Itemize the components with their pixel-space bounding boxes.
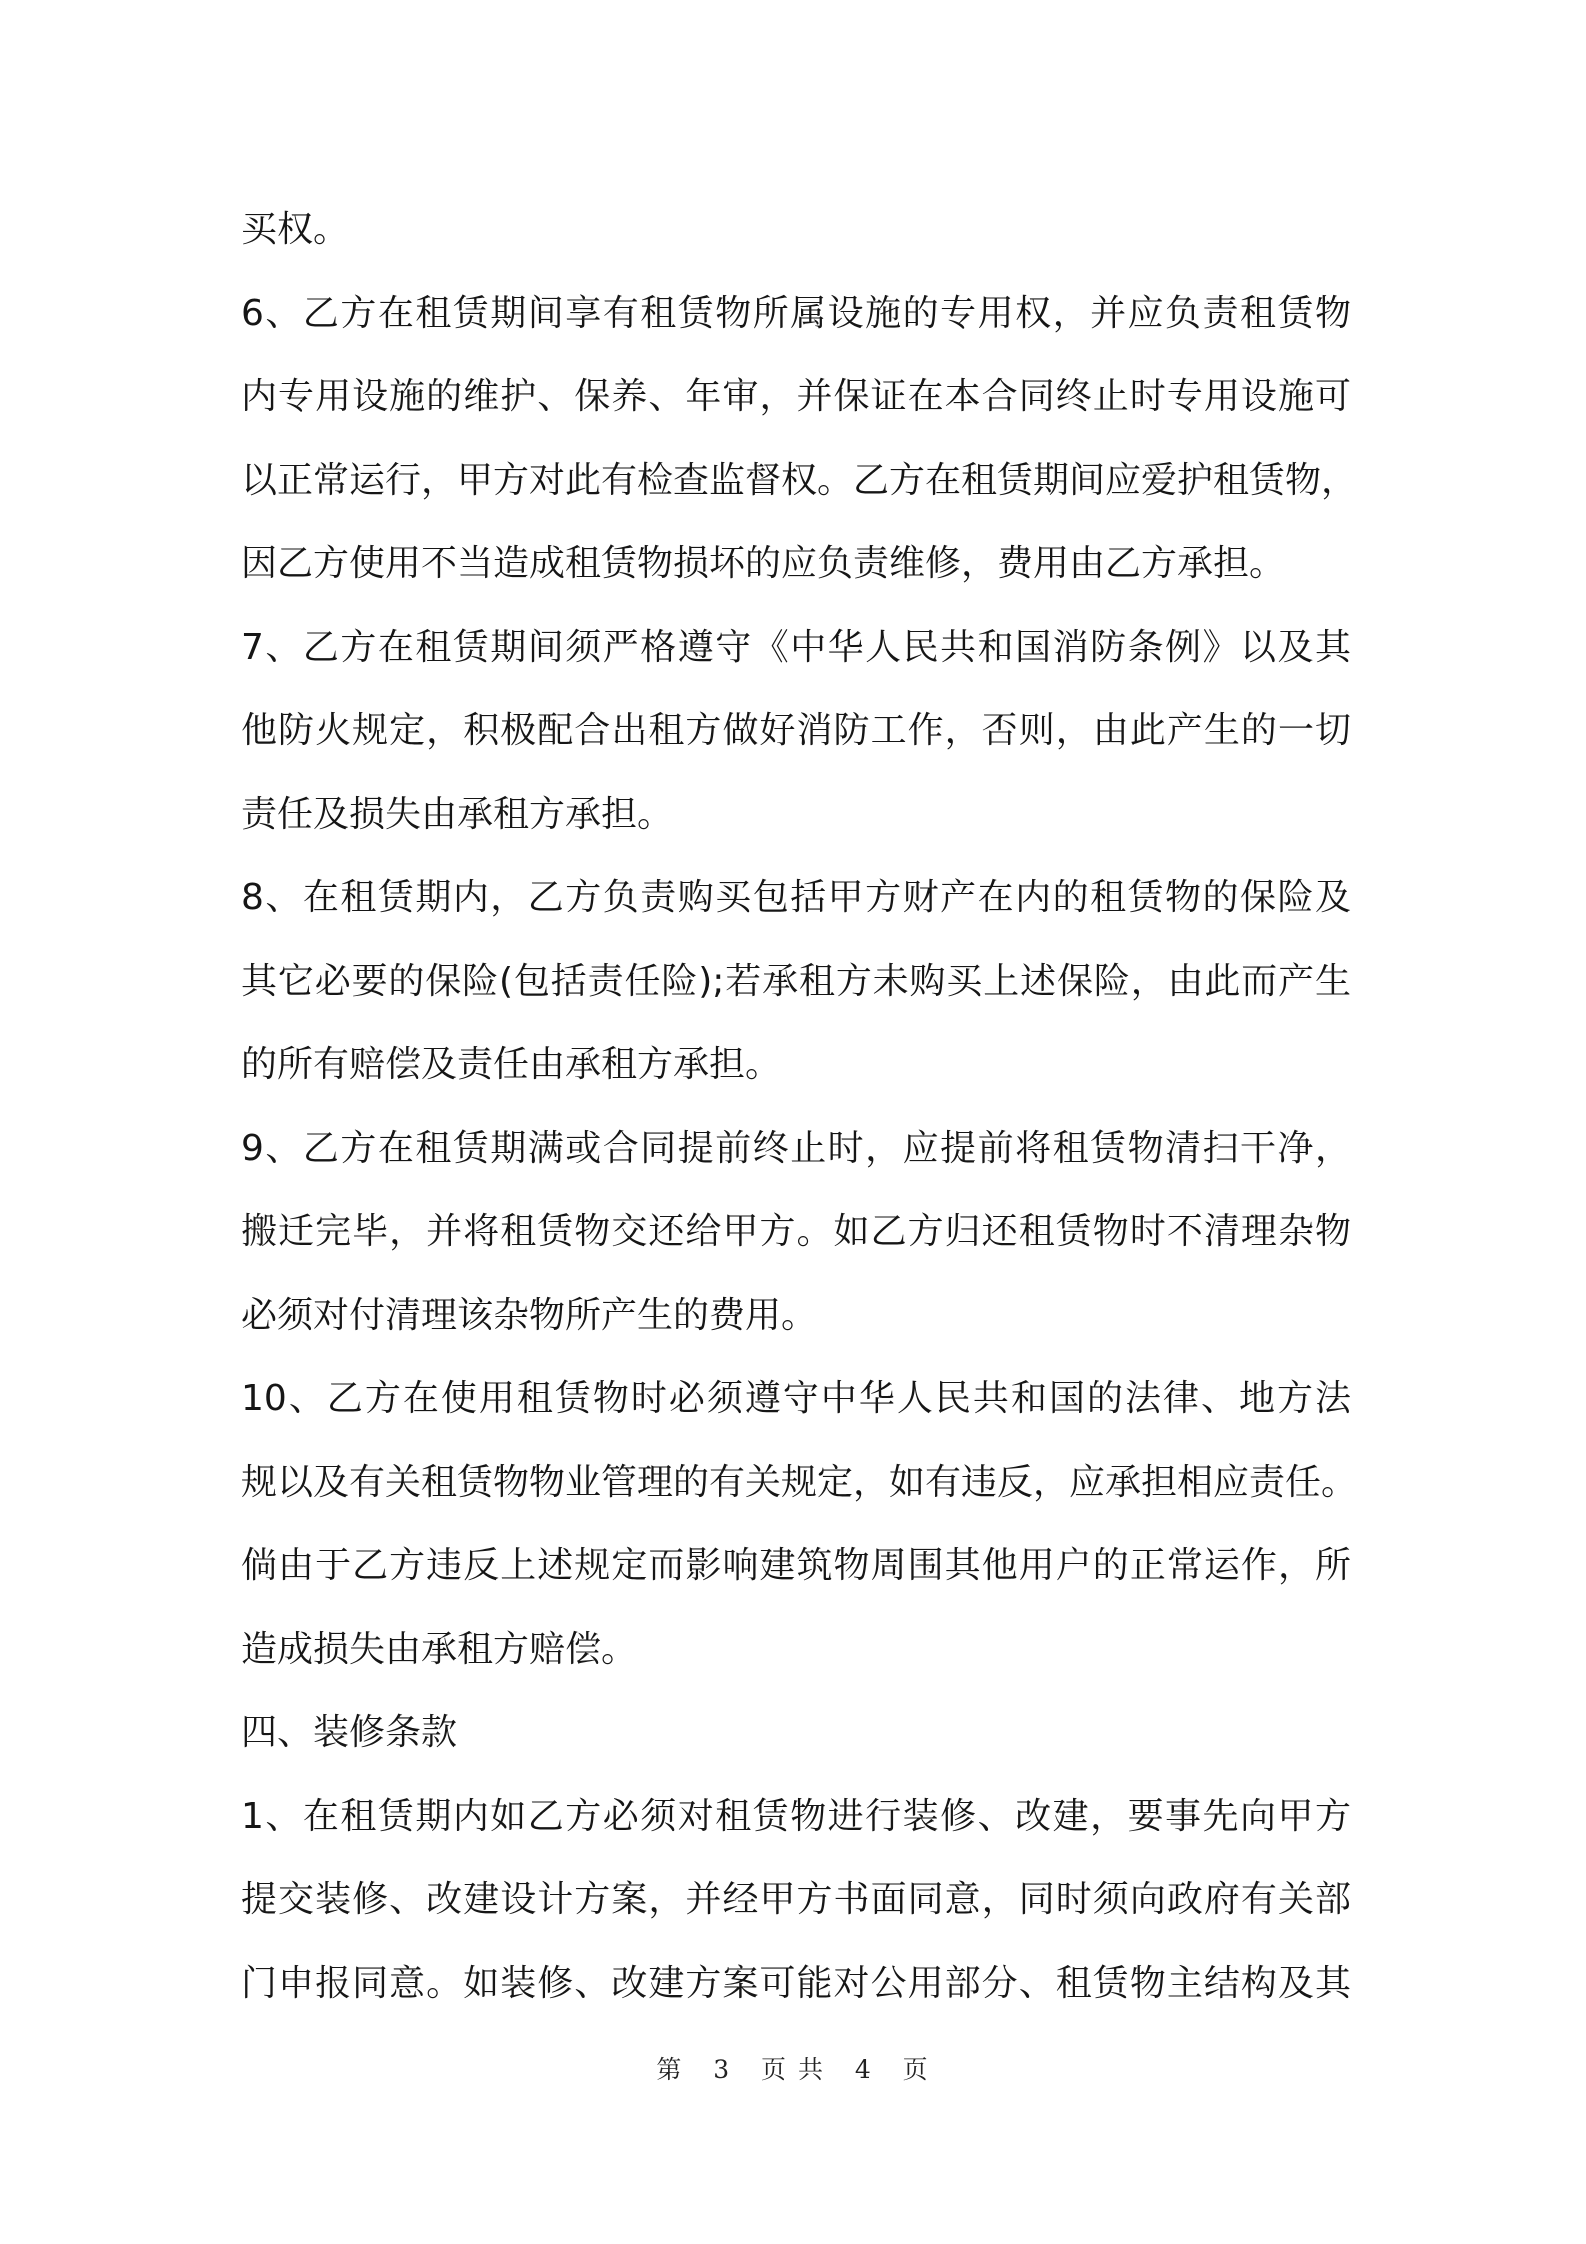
footer-page-current: 3 — [713, 2055, 732, 2084]
document-line: 四、装修条款 — [241, 1712, 458, 1753]
document-line: 倘由于乙方违反上述规定而影响建筑物周围其他用户的正常运作，所 — [241, 1545, 1351, 1586]
footer-label-after: 页 — [902, 2055, 930, 2084]
document-line: 8、在租赁期内，乙方负责购买包括甲方财产在内的租赁物的保险及 — [241, 877, 1351, 918]
document-line: 7、乙方在租赁期间须严格遵守《中华人民共和国消防条例》以及其 — [241, 626, 1351, 668]
document-line: 他防火规定，积极配合出租方做好消防工作，否则，由此产生的一切 — [241, 710, 1351, 751]
document-line: 责任及损失由承租方承担。 — [241, 793, 674, 835]
document-line: 搬迁完毕，并将租赁物交还给甲方。如乙方归还租赁物时不清理杂物 — [241, 1211, 1351, 1252]
footer-label-before: 第 — [656, 2055, 684, 2084]
document-line: 内专用设施的维护、保养、年审，并保证在本合同终止时专用设施可 — [241, 376, 1351, 417]
document-line: 造成损失由承租方赔偿。 — [241, 1628, 638, 1670]
document-line: 提交装修、改建设计方案，并经甲方书面同意，同时须向政府有关部 — [241, 1879, 1351, 1920]
document-line: 9、乙方在租赁期满或合同提前终止时，应提前将租赁物清扫干净， — [241, 1127, 1351, 1169]
footer-page-total: 4 — [854, 2055, 873, 2084]
document-line: 10、乙方在使用租赁物时必须遵守中华人民共和国的法律、地方法 — [241, 1378, 1351, 1419]
document-line: 其它必要的保险(包括责任险);若承租方未购买上述保险，由此而产生 — [241, 960, 1351, 1002]
page-footer — [0, 2050, 1586, 2086]
document-line: 因乙方使用不当造成租赁物损坏的应负责维修，费用由乙方承担。 — [241, 543, 1286, 584]
document-line: 6、乙方在租赁期间享有租赁物所属设施的专用权，并应负责租赁物 — [241, 292, 1351, 334]
document-line: 必须对付清理该杂物所产生的费用。 — [241, 1294, 818, 1336]
document-line: 1、在租赁期内如乙方必须对租赁物进行装修、改建，要事先向甲方 — [241, 1795, 1351, 1837]
document-line: 买权。 — [241, 209, 350, 250]
document-line: 规以及有关租赁物物业管理的有关规定，如有违反，应承担相应责任。 — [241, 1461, 1358, 1503]
document-line: 门申报同意。如装修、改建方案可能对公用部分、租赁物主结构及其 — [241, 1962, 1351, 2004]
document-line: 的所有赔偿及责任由承租方承担。 — [241, 1044, 782, 1085]
document-body — [241, 188, 1358, 2025]
footer-label-middle: 页 共 — [761, 2055, 825, 2084]
document-line: 以正常运行，甲方对此有检查监督权。乙方在租赁期间应爱护租赁物， — [241, 459, 1358, 501]
